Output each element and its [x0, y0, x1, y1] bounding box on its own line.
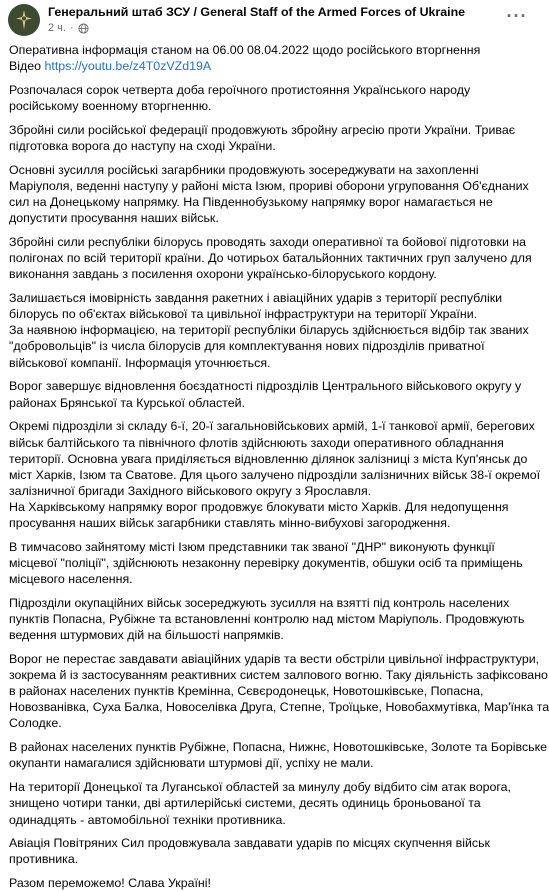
- post-paragraph: [9, 875, 536, 891]
- post-header: [0, 0, 544, 40]
- post-paragraph: [9, 779, 536, 827]
- video-link[interactable]: https://youtu.be/z4T0zVZd19A: [44, 59, 212, 74]
- post-text-line: білорусь по об'єктах військової та цивільної інфраструктури на території України.: [9, 307, 478, 322]
- post-text-line: Залишається імовірність завдання ракетних і авіаційних ударів з території республіки: [9, 291, 503, 306]
- post-text-line: підготовка ворога до наступу на сході України.: [9, 139, 276, 154]
- post-text-line: Збройні сили республіки білорусь проводять заходи оперативної та бойової підготовки на: [9, 235, 527, 250]
- post-paragraph: [9, 835, 536, 867]
- post-text-line: полігонах по всій території країни. До чотирьох батальйонних тактичних груп залучено для: [9, 251, 532, 266]
- post-text-line: противника.: [9, 852, 79, 867]
- post-text-line: Оперативна інформація станом на 06.00 08.04.2022 щодо російського вторгнення: [9, 43, 481, 57]
- post-text-line: в районах населених пунктів Кремінна, Сєвєродонецьк, Новотошківське, Попасна,: [9, 684, 484, 699]
- post-text-line: Окремі підрозділи зі складу 6-ї, 20-ї загальновійськових армій, 1-ї танкової армії, берегових: [9, 419, 535, 434]
- post-text-line: На території Донецької та Луганської областей за минулу добу відбито сім атак ворога,: [9, 780, 512, 795]
- post-text-line: місцевої "поліції", здійснюють незаконну перевірку документів, обшуки осіб та приміщень: [9, 556, 523, 570]
- post-paragraph: [9, 418, 541, 531]
- post-text-line: залізничної бригади Західного військового округу з Ярославля.: [9, 483, 372, 498]
- post-text-line: За наявною інформацією, на території республіки біларусь здійснюється відбір так званих: [9, 323, 529, 338]
- post-text-line: виконання завдань з посилення охорони українсько-білоруського кордону.: [9, 267, 437, 282]
- post-meta: [48, 21, 465, 35]
- video-label: Відео: [9, 59, 45, 74]
- post-text-line: військової компанії. Інформація уточнюється.: [9, 355, 271, 370]
- post-text-line: Солодке.: [9, 716, 62, 731]
- post-text-line: пунктів Попасна, Рубіжне та встановленні контролю над містом Маріуполь. Продовжують: [9, 612, 525, 627]
- more-options-icon[interactable]: ···: [506, 5, 528, 26]
- post-body: [0, 40, 549, 891]
- post-paragraph: [9, 378, 536, 410]
- post-text-line: Підрозділи окупаційних військ зосереджують зусилля на взятті під контроль населених: [9, 595, 510, 610]
- meta-separator: ·: [69, 22, 74, 34]
- post-paragraph: [9, 739, 548, 771]
- post-text-line: території. Основна увага приділяється відновленню ділянок залізниці з міста Куп'янськ до: [9, 451, 528, 466]
- post-text-line: Розпочалася сорок четверта доба героїчного протистояння Українського народу: [9, 82, 471, 97]
- post-text-line: зокрема й із застосуванням реактивних систем залпового вогню. Таку діяльність зафіксовано: [9, 668, 548, 683]
- post-paragraph: [9, 539, 536, 587]
- post-text-line: міст Харків, Ізюм та Сватове. Для цього залучено підрозділи залізничних військ 38-ї окремої: [9, 467, 541, 482]
- post-text-line: допустити просування наших військ.: [9, 211, 219, 226]
- post-text-line: Основні зусилля російські загарбники продовжують зосереджувати на захопленні: [9, 162, 479, 177]
- post-text-line: Збройні сили російської федерації продовжують збройну агресію проти України. Триває: [9, 122, 516, 137]
- post-text-line: одинадцять - автомобільної техніки противника.: [9, 812, 286, 827]
- post-text-line: російському военному вторгненню.: [9, 99, 212, 114]
- emblem-icon: [12, 8, 36, 32]
- post-text-line: Новозванівка, Суха Балка, Новоселівка Друга, Степне, Троїцьке, Новобахмутівка, Мар'їнка та: [9, 700, 549, 715]
- post-text-line: знищено чотири танки, дві артилерійські системи, десять одиниць броньованої та: [9, 796, 481, 811]
- post-text-line: В тимчасово зайнятому місті Ізюм представники так званої "ДНР" виконують функції: [9, 539, 495, 554]
- page-name-link[interactable]: Генеральний штаб ЗСУ / General Staff of the Armed Forces of Ukraine: [48, 5, 466, 19]
- post-paragraph: [9, 82, 536, 114]
- post-text-line: ведення штурмових дій на більшості напрямків.: [9, 628, 284, 643]
- post-text-line: районах Брянської та Курської областей.: [9, 395, 245, 410]
- post-paragraph: [9, 122, 536, 154]
- post-text-line: "добровольців" із числа білорусів для комплектування нових підрозділів приватної: [9, 339, 485, 354]
- post-text-line: військ балтійського та північного флотів здійснюють заходи оперативного обладнання: [9, 435, 504, 450]
- post-paragraph: [9, 234, 536, 282]
- post-paragraph: [9, 162, 536, 226]
- post-text-line: сил на Донецькому напрямку. На Південнобузькому напрямку ворог намагається не: [9, 195, 493, 210]
- post-text-line: В районах населених пунктів Рубіжне, Попасна, Нижнє, Новотошківське, Золоте та Борівське: [9, 740, 548, 755]
- video-line: [9, 58, 536, 74]
- post-text-line: Маріуполя, веденні наступу у районі міста Ізюм, прориві оборони угруповання Об'єднаних: [9, 179, 529, 194]
- post-text-line: На Харківському напрямку ворог продовжує блокувати місто Харків. Для недопущення: [9, 499, 509, 514]
- post-paragraph: [9, 651, 549, 731]
- post-paragraph: [9, 595, 536, 643]
- post-text-line: Ворог завершує відновлення боєздатності підрозділів Центрального військового округу у: [9, 379, 522, 394]
- post-text-line: просування наших військ загарбники ставлять мінно-вибухові загородження.: [9, 516, 451, 531]
- globe-icon[interactable]: [78, 23, 89, 34]
- post-text-line: Авіація Повітряних Сил продовжувала завдавати ударів по місцях скупчення військ: [9, 836, 490, 851]
- post-text-line: місцевого населення.: [9, 572, 133, 587]
- post-text-line: Разом переможемо! Слава Україні!: [9, 876, 211, 891]
- post-text-line: окупанти намагалися здійснювати штурмові дії, успіху не мали.: [9, 756, 374, 771]
- post-paragraph: [9, 42, 536, 74]
- post-paragraph: [9, 290, 536, 370]
- post-timestamp[interactable]: 2 ч.: [48, 22, 66, 34]
- post-text-line: Ворог не перестає завдавати авіаційних ударів та вести обстріли цивільної інфраструктури,: [9, 652, 540, 667]
- page-avatar[interactable]: [8, 4, 40, 36]
